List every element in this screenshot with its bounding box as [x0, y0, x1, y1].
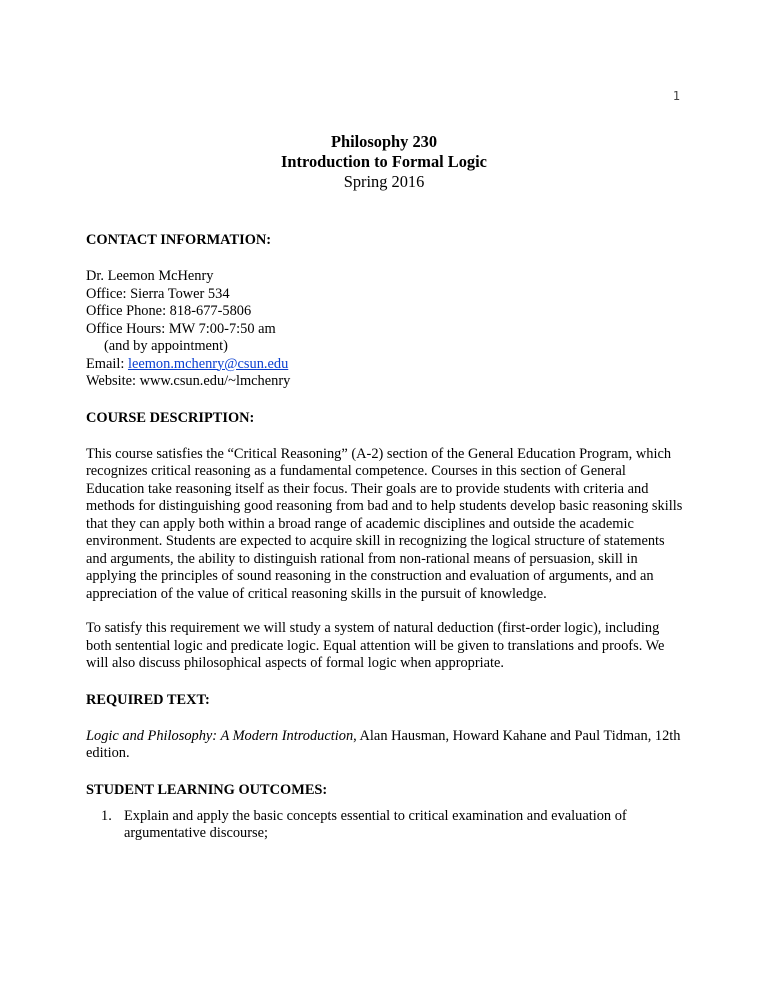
instructor-name: Dr. Leemon McHenry: [86, 268, 214, 284]
email-label: Email:: [86, 355, 128, 372]
title-block: [0, 132, 768, 192]
course-name: Introduction to Formal Logic: [281, 152, 487, 171]
description-paragraph-2: To satisfy this requirement we will study a system of natural deduction (first-order logic), including both sentential logic and predicate logic. Equal attention will be given to translations and proofs. We will also discuss philosophical aspects of formal logic when appropriate.: [86, 620, 665, 671]
page-number: 1: [672, 89, 680, 103]
required-text-citation: [86, 728, 686, 763]
outcomes-heading: STUDENT LEARNING OUTCOMES:: [86, 781, 328, 798]
book-title: Logic and Philosophy: A Modern Introduction: [86, 727, 354, 744]
office-location: Office: Sierra Tower 534: [86, 285, 230, 302]
office-phone: Office Phone: 818-677-5806: [86, 303, 252, 319]
contact-heading: CONTACT INFORMATION:: [86, 232, 272, 248]
email-link[interactable]: leemon.mchenry@csun.edu: [127, 355, 289, 372]
book-details: , Alan Hausman, Howard Kahane and Paul Tidman, 12th edition.: [86, 727, 681, 761]
list-item: [86, 808, 686, 843]
outcomes-list: [86, 808, 686, 843]
course-term: Spring 2016: [343, 172, 425, 191]
required-text-heading: REQUIRED TEXT:: [86, 691, 210, 708]
outcome-number: 1.: [101, 807, 112, 824]
website-line: Website: www.csun.edu/~lmchenry: [86, 373, 291, 389]
office-hours: Office Hours: MW 7:00-7:50 am: [86, 320, 276, 337]
email-line: [86, 356, 686, 374]
outcome-text: Explain and apply the basic concepts essential to critical examination and evaluation of argumentative discourse;: [124, 807, 627, 841]
description-heading: COURSE DESCRIPTION:: [86, 409, 255, 426]
description-paragraph-1: This course satisfies the “Critical Reasoning” (A-2) section of the General Education Program, which recognizes critical reasoning as a fundamental competence. Courses in this section of General Education take reasoning itself as their focus. Their goals are to provide students with criteria and methods for distinguishing good reasoning from bad and to help students develop basic reasoning skills that they can apply both within a broad range of academic disciplines and outside the academic environment. Students are expected to acquire skill in recognizing the logical structure of statements and arguments, the ability to distinguish rational from non-rational means of persuasion, skill in applying the principles of sound reasoning in the construction and evaluation of arguments, and an appreciation of the value of critical reasoning skills in the pursuit of knowledge.: [86, 445, 683, 602]
office-hours-note: (and by appointment): [104, 338, 228, 354]
course-number: Philosophy 230: [330, 132, 438, 151]
syllabus-content: [86, 232, 686, 843]
